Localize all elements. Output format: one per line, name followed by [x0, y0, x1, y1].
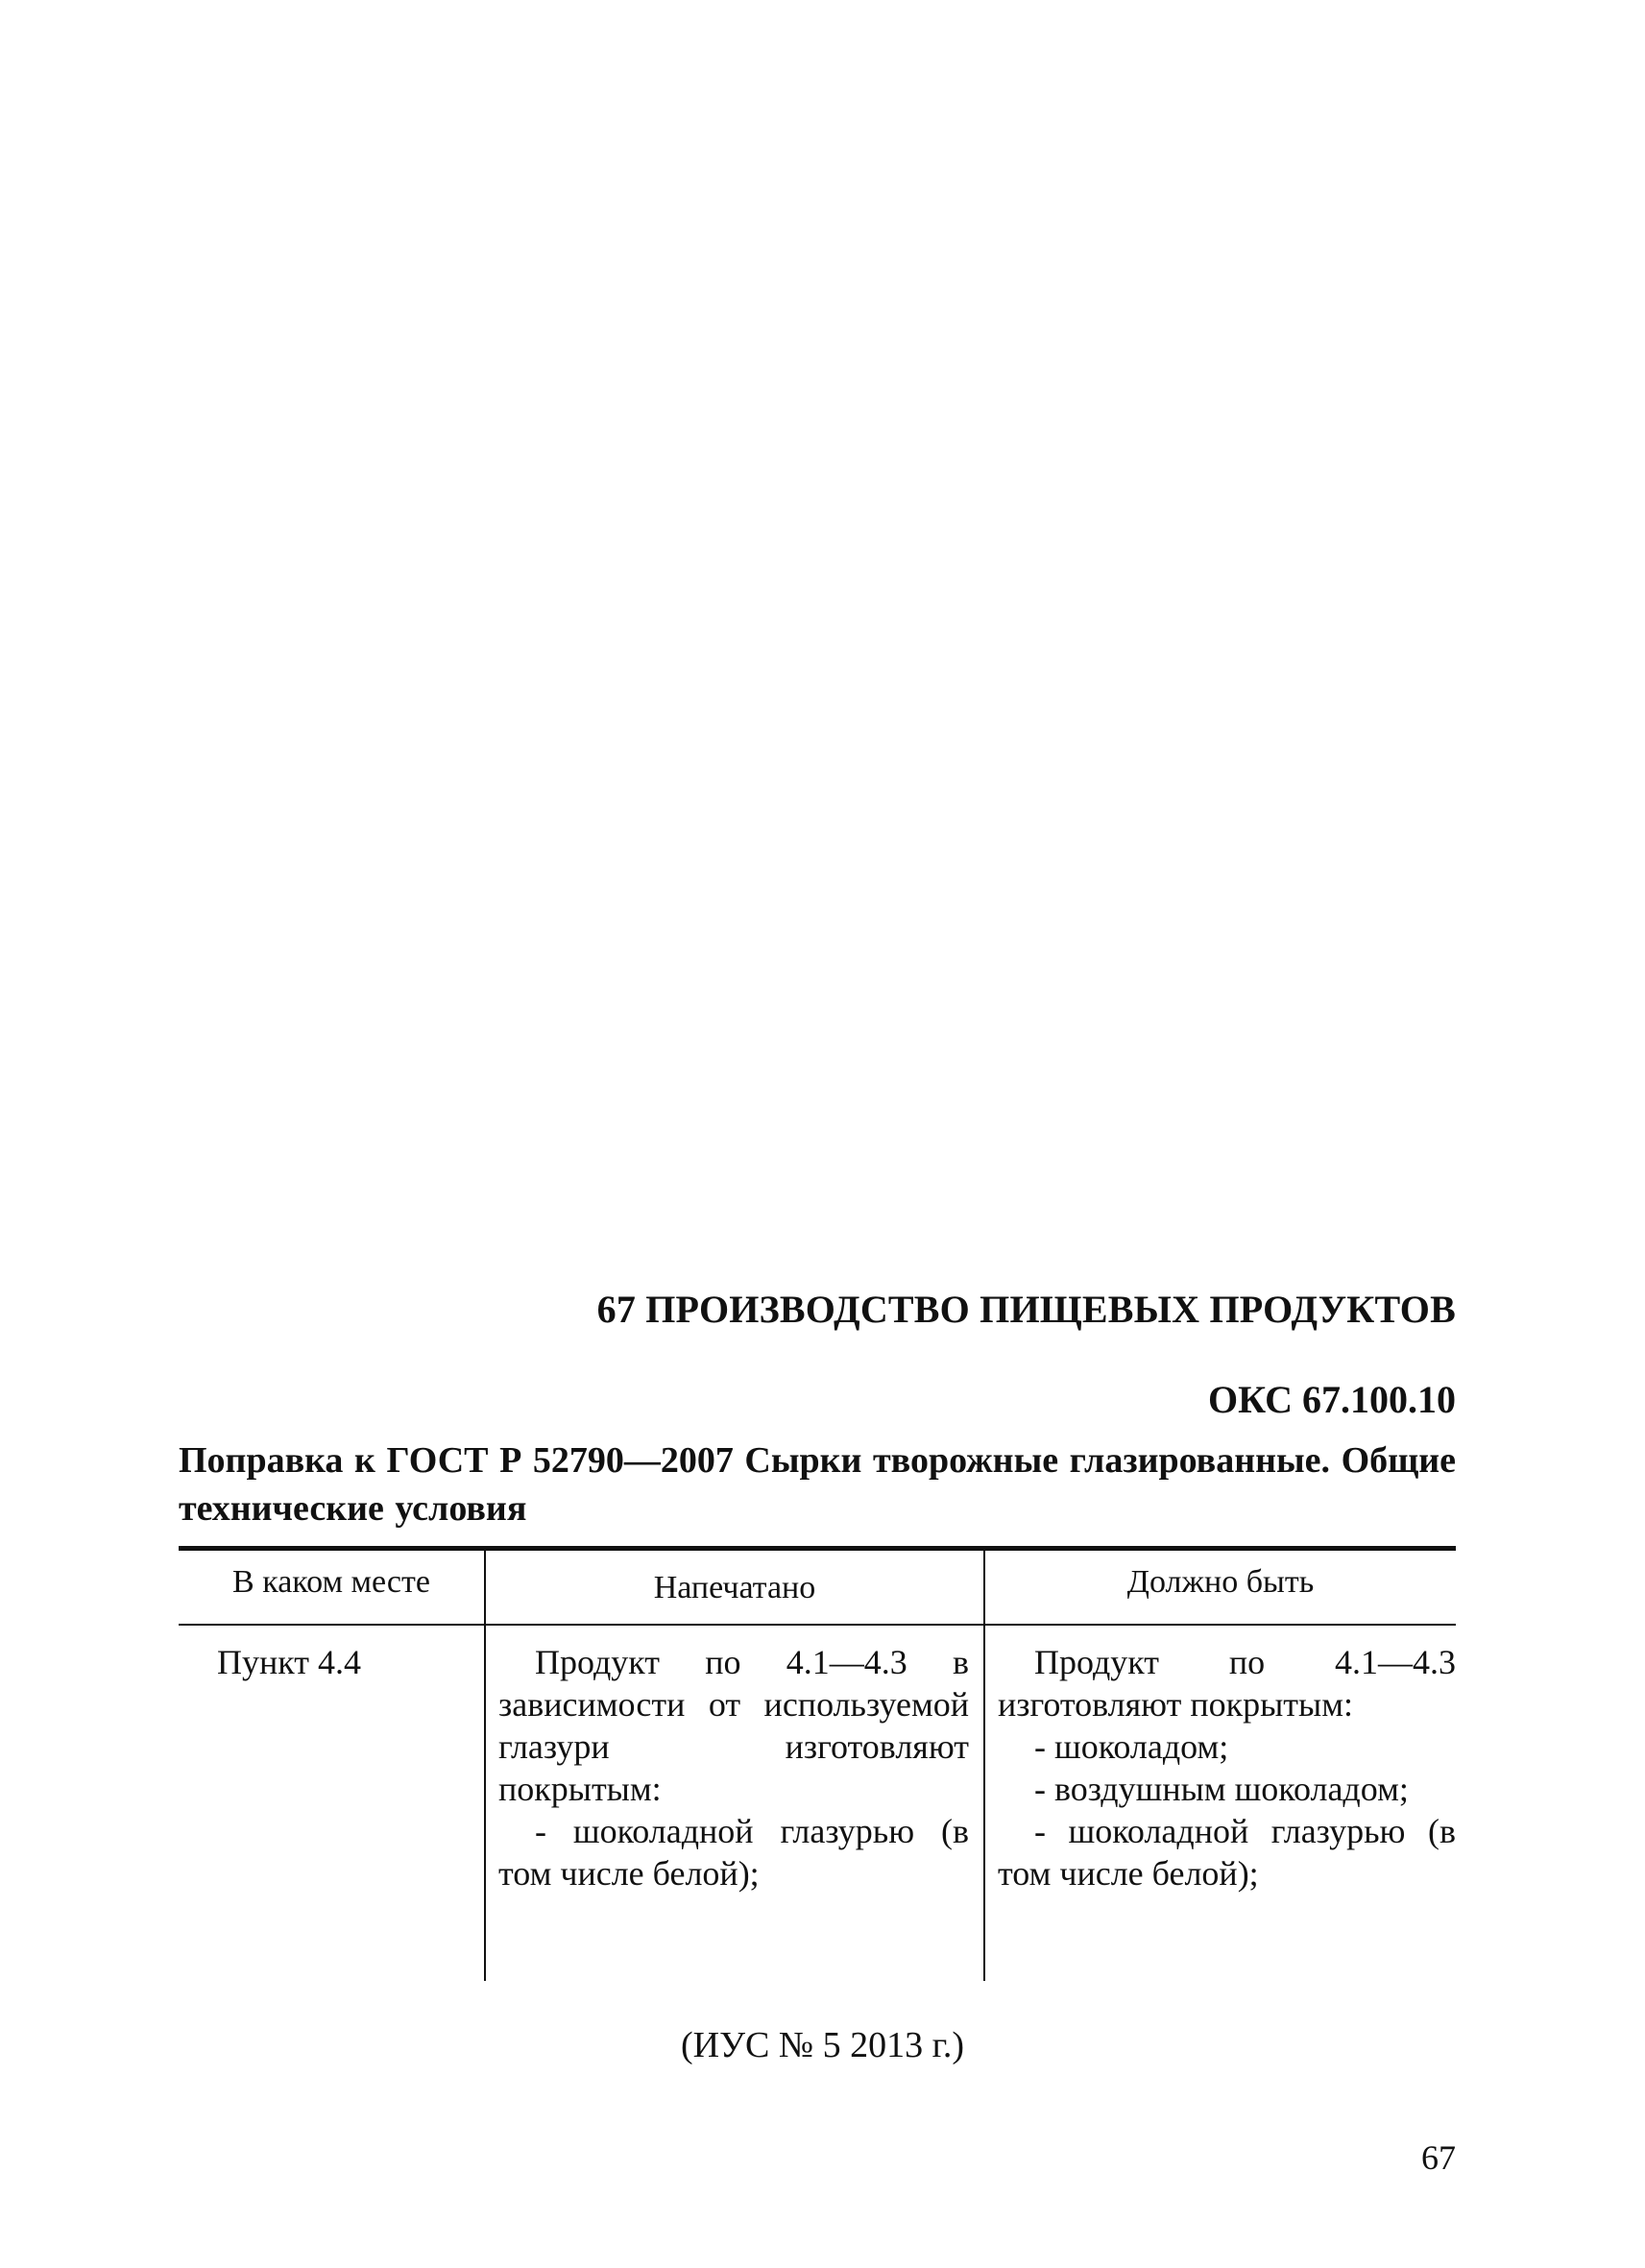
- column-divider-2: [983, 1551, 985, 1981]
- oks-code: ОКС 67.100.10: [1207, 1378, 1456, 1421]
- correction-table: [179, 1546, 1456, 1981]
- correct-item-3: - шоколадной глазурью (в том числе белой);: [998, 1812, 1456, 1893]
- header-location: В каком месте: [232, 1564, 430, 1600]
- correct-item-1: - шоколадом;: [1034, 1727, 1229, 1766]
- correct-item-2: - воздушным шоколадом;: [1034, 1770, 1409, 1808]
- table-header-row: [179, 1551, 1456, 1626]
- cell-location: Пункт 4.4: [217, 1643, 362, 1681]
- page-number: 67: [1421, 2138, 1456, 2177]
- header-correct: Должно быть: [1126, 1564, 1315, 1600]
- column-divider-1: [484, 1551, 486, 1981]
- printed-item-1: - шоколадной глазурью (в том числе белой);: [498, 1812, 969, 1893]
- cell-printed: [498, 1641, 969, 1894]
- source-note: (ИУС № 5 2013 г.): [680, 2025, 965, 2065]
- header-printed: Напечатано: [653, 1570, 816, 1605]
- section-heading: 67 ПРОИЗВОДСТВО ПИЩЕВЫХ ПРОДУКТОВ: [596, 1288, 1456, 1331]
- printed-intro: Продукт по 4.1—4.3 в зависимости от используемой глазури изготовляют покрытым:: [498, 1643, 969, 1808]
- cell-correct: [998, 1641, 1456, 1894]
- correct-intro: Продукт по 4.1—4.3 изготовляют покрытым:: [998, 1643, 1456, 1724]
- amendment-title: Поправка к ГОСТ Р 52790—2007 Сырки творожные глазированные. Общие технические условия: [179, 1440, 1456, 1529]
